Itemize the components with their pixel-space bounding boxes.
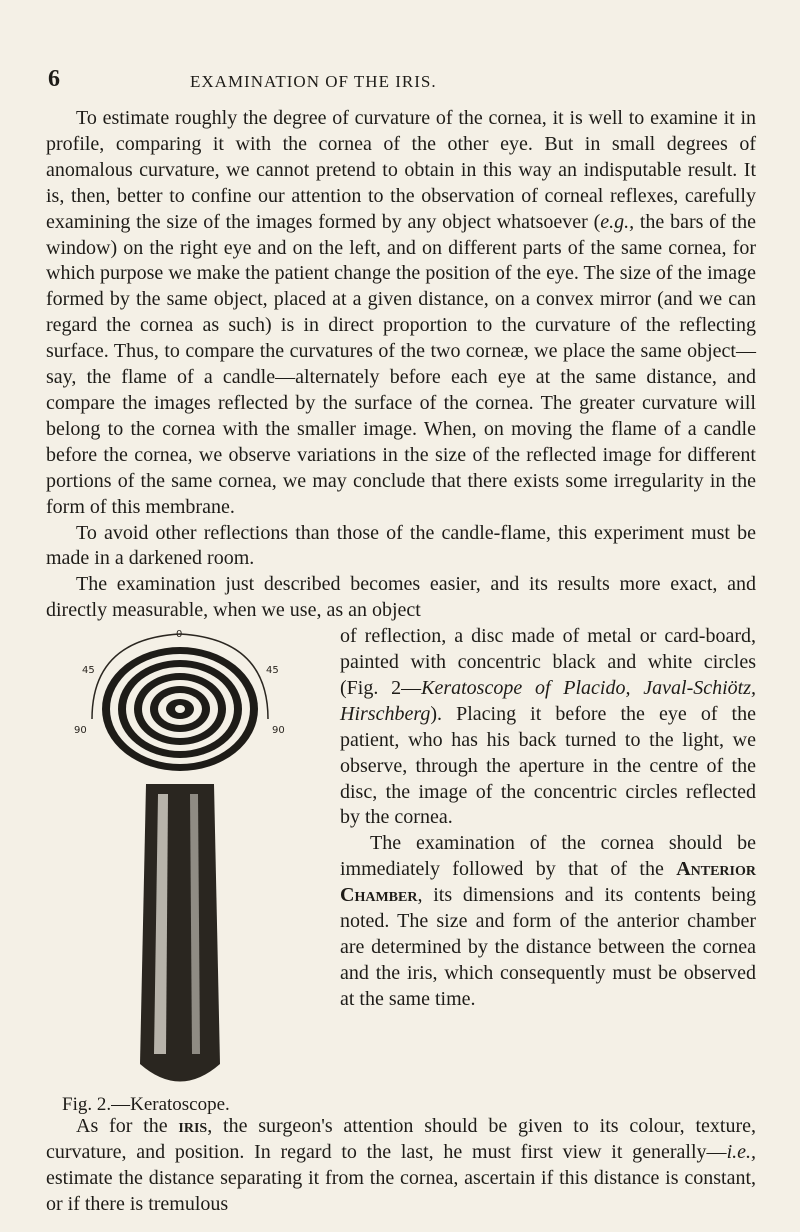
angle-label-45-left: 45 [82, 665, 95, 677]
angle-label-45-right: 45 [266, 665, 279, 677]
paragraph-keratoscope-description: of reflection, a disc made of metal or card-board, painted with concentric black and white circles (Fig. 2—Keratoscope of Placido, Javal-Schiötz, Hirschberg). Placing it before the eye of the patient, who has his back turned to the light, we observe, through the aperture in the centre of the disc, the image of the concentric circles reflected by the cornea. [340, 625, 756, 829]
keratoscope-disc [102, 647, 258, 771]
angle-label-90-right: 90 [272, 725, 285, 737]
keratoscope-reference: Keratoscope of Placido, Javal-Schiötz, Hirschberg [340, 676, 756, 725]
running-title: EXAMINATION OF THE IRIS. [190, 72, 437, 91]
term-anterior-chamber: Anterior Chamber [340, 858, 756, 907]
paragraph-keratoscope-intro: The examination just described becomes easier, and its results more exact, and directly measurable, when we use, as an object [46, 573, 756, 622]
term-iris: iris [178, 1115, 208, 1138]
paragraph-iris: As for the iris, the surgeon's attention should be given to its colour, texture, curvature, and position. In regard to the last, he must first view it generally—i.e., estimate the distance separating it from the cornea, ascertain if this distance is constant, or if there is tremulous [46, 1115, 757, 1215]
figure-caption: Fig. 2.—Keratoscope. [62, 1094, 230, 1116]
body-text [46, 106, 756, 1218]
keratoscope-illustration [40, 624, 340, 1114]
paragraph-anterior-chamber: The examination of the cornea should be immediately followed by that of the Anterior Chamber, its dimensions and its contents being noted. The size and form of the anterior chamber are determined by the distance between the cornea and the iris, which consequently must be observed at the same time. [340, 832, 756, 1010]
paragraph-darkened-room: To avoid other reflections than those of the candle-flame, this experiment must be made in a darkened room. [46, 521, 756, 570]
angle-label-0: 0 [176, 629, 183, 641]
angle-label-90-left: 90 [74, 725, 87, 737]
page-number: 6 [48, 66, 60, 92]
page-header [48, 66, 748, 96]
paragraph-corneal-curvature: To estimate roughly the degree of curvature of the cornea, it is well to examine it in profile, comparing it with the cornea of the other eye. But in small degrees of anomalous curvature, we cannot pretend to obtain in this way an indisputable result. It is, then, better to confine our attention to the observation of corneal reflexes, carefully examining the size of the images formed by any object whatsoever (e.g., the bars of the window) on the right eye and on the left, and on different parts of the same cornea, for which purpose we make the patient change the position of the eye. The size of the image formed by the same object, placed at a given distance, on a convex mirror (and we can regard the cornea as such) is in direct proportion to the curvature of the reflecting surface. Thus, to compare the curvatures of the two corneæ, we place the same object—say, the flame of a candle—alternately before each eye at the same distance, and compare the images reflected by the surface of the cornea. The greater curvature will belong to the cornea with the smaller image. When, on moving the flame of a candle before the cornea, we observe variations in the size of the reflected image for different portions of the same cornea, we may conclude that there exists some irregularity in the form of this membrane. [46, 107, 756, 518]
keratoscope-handle [140, 784, 220, 1082]
central-aperture [175, 705, 185, 713]
keratoscope-figure [40, 624, 340, 1114]
